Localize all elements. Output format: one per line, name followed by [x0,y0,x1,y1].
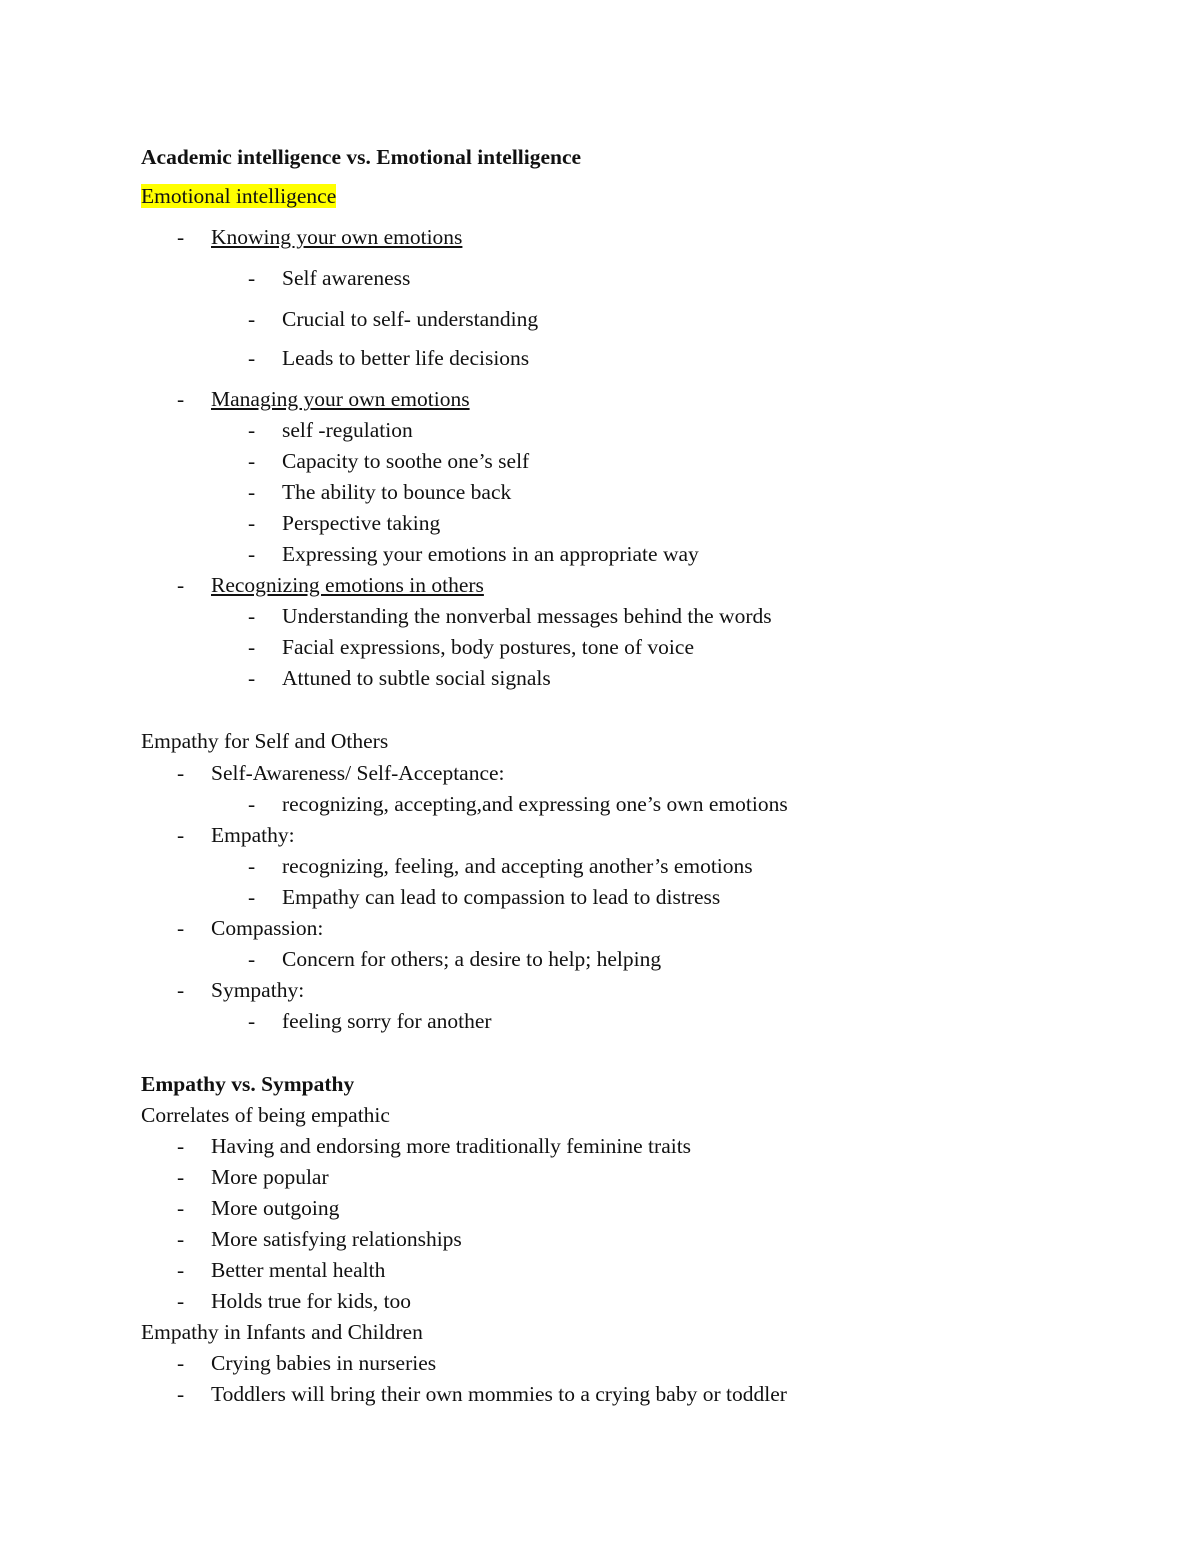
list-item: Toddlers will bring their own mommies to a crying baby or toddler [211,1382,787,1406]
list-item: More outgoing [211,1196,340,1220]
list-item: Concern for others; a desire to help; helping [282,947,662,971]
subheading-infants-children: Empathy in Infants and Children [141,1320,423,1344]
list-item: Capacity to soothe one’s self [282,449,530,473]
group-label: Knowing your own emotions [211,225,463,249]
list-item: The ability to bounce back [282,480,512,504]
document-title: Academic intelligence vs. Emotional intelligence [141,145,582,169]
bullet-dash: - [248,480,256,504]
group-label: Recognizing emotions in others [211,573,484,597]
bullet-dash: - [248,604,256,628]
bullet-dash: - [248,947,256,971]
bullet-dash: - [248,666,256,690]
list-item: Understanding the nonverbal messages behind the words [282,604,772,628]
group-label: Sympathy: [211,978,305,1002]
group-label: Compassion: [211,916,324,940]
bullet-dash: - [248,1009,256,1033]
list-item: Perspective taking [282,511,441,535]
bullet-dash: - [248,418,256,442]
bullet-dash: - [177,1289,185,1313]
list-item: More popular [211,1165,329,1189]
list-item: Self awareness [282,266,411,290]
list-item: Crying babies in nurseries [211,1351,437,1375]
list-item: Attuned to subtle social signals [282,666,551,690]
bullet-dash: - [177,823,185,847]
group-label: Empathy: [211,823,295,847]
list-item: Holds true for kids, too [211,1289,412,1313]
list-item: Expressing your emotions in an appropriate way [282,542,699,566]
bullet-dash: - [248,635,256,659]
bullet-dash: - [177,1258,185,1282]
bullet-dash: - [248,307,256,331]
bullet-dash: - [248,885,256,909]
list-item: More satisfying relationships [211,1227,462,1251]
list-item: Facial expressions, body postures, tone of voice [282,635,694,659]
bullet-dash: - [248,346,256,370]
bullet-dash: - [177,1134,185,1158]
group-label: Managing your own emotions [211,387,470,411]
bullet-dash: - [248,542,256,566]
bullet-dash: - [177,1382,185,1406]
list-item: self -regulation [282,418,413,442]
bullet-dash: - [248,266,256,290]
bullet-dash: - [248,854,256,878]
bullet-dash: - [177,387,185,411]
bullet-dash: - [177,916,185,940]
group-label: Self-Awareness/ Self-Acceptance: [211,761,505,785]
list-item: Better mental health [211,1258,386,1282]
highlighted-heading: Emotional intelligence [141,184,337,208]
bullet-dash: - [248,511,256,535]
section-heading-empathy-self-others: Empathy for Self and Others [141,729,389,753]
list-item: Empathy can lead to compassion to lead to distress [282,885,721,909]
bullet-dash: - [177,1165,185,1189]
section-heading-emotional-intelligence [141,183,336,209]
list-item: feeling sorry for another [282,1009,492,1033]
bullet-dash: - [177,1227,185,1251]
list-item: recognizing, feeling, and accepting another’s emotions [282,854,753,878]
section-heading-empathy-vs-sympathy: Empathy vs. Sympathy [141,1072,355,1096]
bullet-dash: - [177,761,185,785]
bullet-dash: - [177,978,185,1002]
subheading-correlates: Correlates of being empathic [141,1103,390,1127]
bullet-dash: - [177,225,185,249]
bullet-dash: - [177,1351,185,1375]
bullet-dash: - [177,573,185,597]
bullet-dash: - [177,1196,185,1220]
list-item: Crucial to self- understanding [282,307,539,331]
list-item: Leads to better life decisions [282,346,530,370]
bullet-dash: - [248,449,256,473]
bullet-dash: - [248,792,256,816]
list-item: Having and endorsing more traditionally feminine traits [211,1134,692,1158]
list-item: recognizing, accepting,and expressing one’s own emotions [282,792,788,816]
